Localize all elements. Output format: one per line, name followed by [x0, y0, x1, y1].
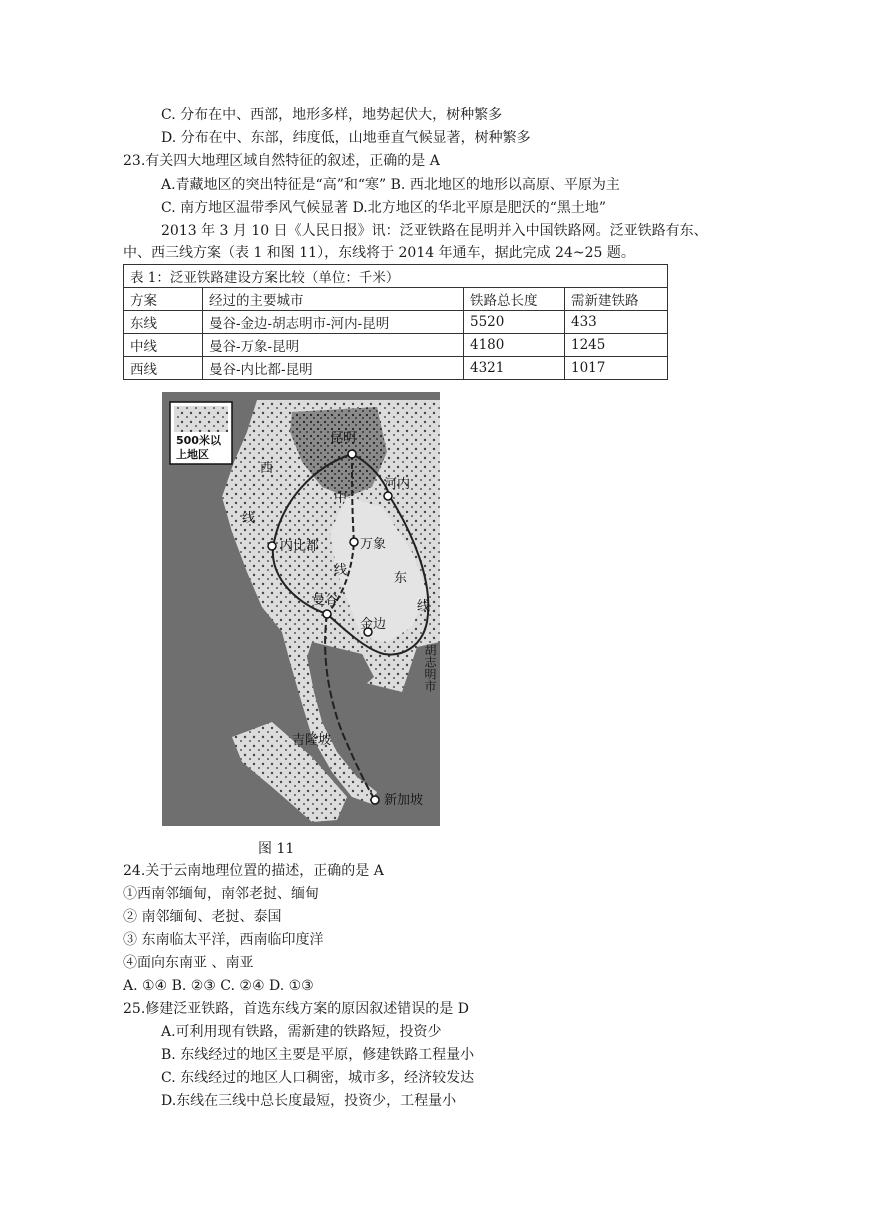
- table-row: [124, 334, 668, 357]
- figure-caption: 图 11: [258, 841, 295, 857]
- intro-line-2: 中、西三线方案（表 1 和图 11），东线将于 2014 年通车，据此完成 24~25 题。: [123, 245, 635, 261]
- table-header-cell: 经过的主要城市: [203, 288, 464, 311]
- q24-option-4: ④面向东南亚 、南亚: [123, 955, 254, 971]
- q22-option-c: C. 分布在中、西部，地形多样，地势起伏大，树种繁多: [161, 107, 503, 123]
- table-header-row: [124, 288, 668, 311]
- east-route-label-1: 东: [394, 571, 408, 586]
- intro-line-1: 2013 年 3 月 10 日《人民日报》讯：泛亚铁路在昆明并入中国铁路网。泛亚铁路有东、: [161, 223, 708, 239]
- q25-option-b: B. 东线经过的地区主要是平原，修建铁路工程量小: [161, 1047, 475, 1063]
- q24-option-1: ①西南邻缅甸，南邻老挝、缅甸: [123, 886, 319, 902]
- table-cell: 曼谷-金边-胡志明市-河内-昆明: [203, 311, 464, 334]
- west-route-label-1: 西: [260, 461, 274, 476]
- q22-option-d: D. 分布在中、东部，纬度低，山地垂直气候显著，树种繁多: [161, 130, 531, 146]
- kunming-label: 昆明: [330, 431, 357, 446]
- bangkok-label: 曼谷: [312, 593, 339, 608]
- kunming-marker: [348, 450, 356, 458]
- naypyidaw-marker: [268, 542, 276, 550]
- naypyidaw-label: 内比都: [280, 539, 320, 554]
- q24-option-2: ② 南邻缅甸、老挝、泰国: [123, 909, 282, 925]
- table-caption: 表 1：泛亚铁路建设方案比较（单位：千米）: [124, 265, 668, 288]
- map-legend: [170, 402, 232, 464]
- east-route-label-2: 线: [417, 599, 431, 614]
- table-row: [124, 357, 668, 380]
- vientiane-marker: [350, 538, 358, 546]
- table-row: [124, 311, 668, 334]
- west-route-label-2: 线: [242, 511, 256, 526]
- q24-choices: A. ①④ B. ②③ C. ②④ D. ①③: [123, 978, 314, 994]
- singapore-marker: [371, 796, 379, 804]
- q25-option-a: A.可利用现有铁路，需新建的铁路短，投资少: [161, 1024, 442, 1040]
- table-cell: 曼谷-内比都-昆明: [203, 357, 464, 380]
- table-cell: 1245: [565, 334, 668, 357]
- q25-option-d: D.东线在三线中总长度最短，投资少，工程量小: [161, 1093, 457, 1109]
- railway-comparison-table: [123, 264, 668, 380]
- hanoi-marker: [384, 492, 392, 500]
- railway-map-figure: [162, 392, 440, 826]
- q23-stem: 23.有关四大地理区域自然特征的叙述，正确的是 A: [123, 153, 440, 169]
- phnompenh-label: 金边: [360, 617, 387, 632]
- hochiminh-vertical-label: 胡志明市: [423, 644, 437, 692]
- table-cell: 1017: [565, 357, 668, 380]
- legend-label-line1: 500米以: [176, 434, 221, 447]
- table-cell: 东线: [124, 311, 203, 334]
- table-header-cell: 铁路总长度: [464, 288, 565, 311]
- q23-options-cd: C. 南方地区温带季风气候显著 D.北方地区的华北平原是肥沃的“黑土地”: [161, 200, 607, 216]
- mid-route-label-1: 中: [334, 491, 348, 506]
- table-cell: 曼谷-万象-昆明: [203, 334, 464, 357]
- table-cell: 5520: [464, 311, 565, 334]
- railway-map: [162, 392, 440, 826]
- legend-label-line2: 上地区: [176, 448, 209, 461]
- hanoi-label: 河内: [384, 477, 411, 492]
- table-cell: 西线: [124, 357, 203, 380]
- table-cell: 中线: [124, 334, 203, 357]
- q25-stem: 25.修建泛亚铁路，首选东线方案的原因叙述错误的是 D: [123, 1001, 469, 1017]
- table-header-cell: 需新建铁路: [565, 288, 668, 311]
- kualalumpur-label: 吉隆坡: [292, 733, 332, 748]
- table-cell: 4321: [464, 357, 565, 380]
- q23-options-ab: A.青藏地区的突出特征是“高”和“寒” B. 西北地区的地形以高原、平原为主: [161, 177, 620, 193]
- vientiane-label: 万象: [360, 537, 387, 552]
- mid-route-label-2: 线: [334, 563, 348, 578]
- q24-option-3: ③ 东南临太平洋，西南临印度洋: [123, 932, 324, 948]
- table-header-cell: 方案: [124, 288, 203, 311]
- table-cell: 4180: [464, 334, 565, 357]
- table-cell: 433: [565, 311, 668, 334]
- q25-option-c: C. 东线经过的地区人口稠密，城市多，经济较发达: [161, 1070, 475, 1086]
- singapore-label: 新加坡: [384, 793, 424, 808]
- q24-stem: 24.关于云南地理位置的描述，正确的是 A: [123, 863, 384, 879]
- bangkok-marker: [323, 610, 331, 618]
